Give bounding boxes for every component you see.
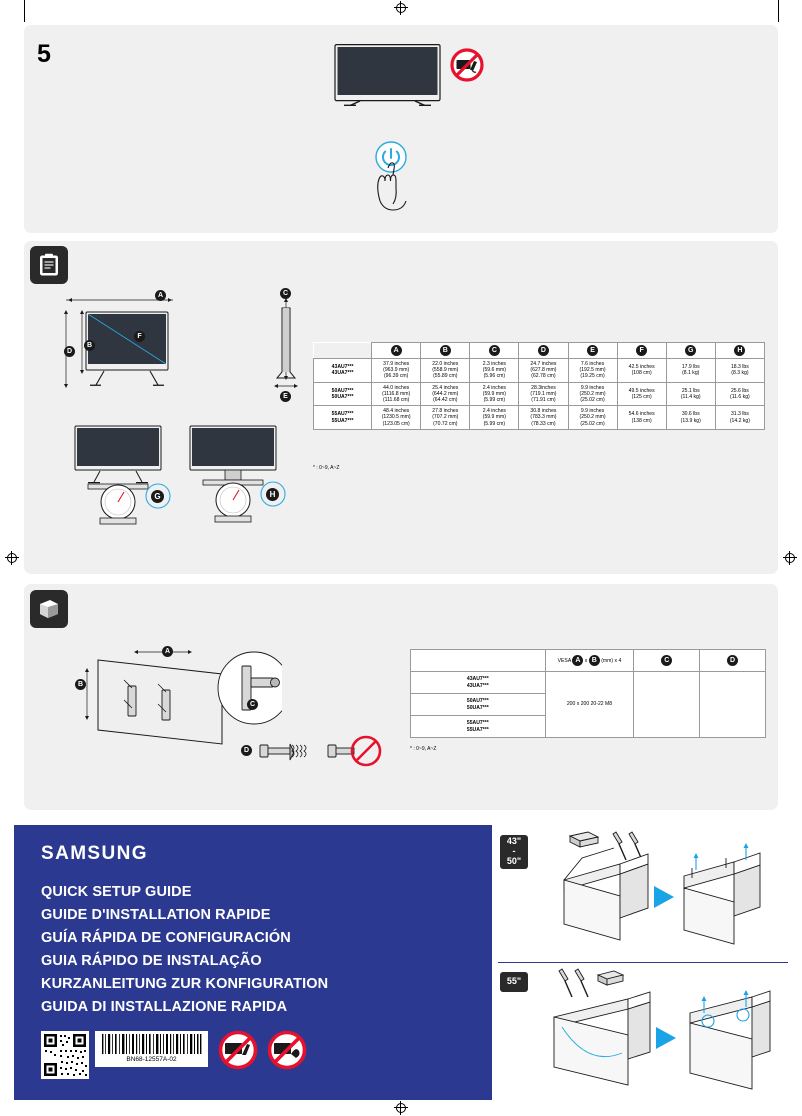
barcode-icon <box>99 1033 204 1055</box>
table-header-row <box>314 343 765 359</box>
cell-f: 54.6 inches (138 cm) <box>628 411 655 424</box>
model-name: 43AU7*** <box>466 676 489 683</box>
clipboard-badge <box>30 246 68 284</box>
spec-table-footnote: * : 0~9, A~Z <box>313 465 340 471</box>
qr-code-icon <box>41 1031 89 1079</box>
col-header-b: B <box>440 345 451 356</box>
cell-f: 49.5 inches (125 cm) <box>628 387 655 400</box>
col-header-a: A <box>391 345 402 356</box>
table-header-row <box>411 650 766 672</box>
model-name: 50UA7*** <box>331 393 354 400</box>
cell-a: 44.0 inches (1116.8 mm) (111.68 cm) <box>382 384 411 404</box>
table-row <box>411 672 766 694</box>
cell-c: 2.3 inches (59.6 mm) (5.96 cm) <box>482 361 506 380</box>
vesa-col-d: D <box>727 655 738 666</box>
weight-label-h: H <box>266 488 279 501</box>
wallmount-label-d: D <box>241 745 252 756</box>
cell-e: 9.9 inches (250.2 mm) (25.02 cm) <box>579 408 606 427</box>
samsung-logo: SAMSUNG <box>41 843 148 864</box>
table-row <box>314 359 765 383</box>
cell-b: 27.8 inches (707.2 mm) (70.72 cm) <box>432 408 459 427</box>
cell-g: 17.9 lbs (8.1 kg) <box>681 364 700 377</box>
vesa-header-unit: (mm) <box>601 657 614 664</box>
table-row <box>314 406 765 430</box>
registration-mark-right <box>783 551 797 565</box>
cell-d: 30.8 inches (783.3 mm) (78.33 cm) <box>530 408 557 427</box>
model-name: 43UA7*** <box>466 682 489 689</box>
dimension-label-e: E <box>280 391 291 402</box>
cover-divider <box>498 962 788 963</box>
weight-scale-diagram-h <box>185 424 305 534</box>
vesa-header-a: A <box>572 655 583 666</box>
cell-c: 2.4 inches (59.9 mm) (5.99 cm) <box>482 384 506 404</box>
dimension-label-d: D <box>64 346 75 357</box>
registration-mark-left <box>5 551 19 565</box>
model-name: 43AU7*** <box>331 364 354 371</box>
clipboard-icon <box>38 253 60 277</box>
cell-e: 9.9 inches (250.2 mm) (25.02 cm) <box>579 384 606 404</box>
model-name: 55UA7*** <box>466 726 489 733</box>
size-badge-line: 55" <box>506 976 522 987</box>
cover-title: GUIA RÁPIDO DE INSTALAÇÃO <box>41 952 262 969</box>
cell-e: 7.6 inches (192.5 mm) (19.25 cm) <box>579 361 606 380</box>
col-header-d: D <box>538 345 549 356</box>
cell-d: 28.3inches (719.1 mm) (71.91 cm) <box>530 384 557 404</box>
cell-c: 2.4 inches (59.9 mm) (5.99 cm) <box>482 408 506 427</box>
model-name: 55AU7*** <box>466 720 489 727</box>
barcode-block <box>95 1031 208 1067</box>
wall-mount-icon <box>38 598 60 620</box>
cell-b: 25.4 inches (644.2 mm) (64.42 cm) <box>432 384 459 404</box>
cell-h: 25.6 lbs (11.6 kg) <box>730 387 750 400</box>
registration-mark-bottom <box>394 1101 408 1115</box>
tv-front-illustration <box>330 44 446 106</box>
size-badge-line: 43" <box>506 836 522 847</box>
power-button-hand-illustration <box>355 138 425 216</box>
crop-line-top-right <box>778 0 779 22</box>
qr-code[interactable] <box>41 1031 89 1079</box>
dimension-label-c: C <box>280 288 291 299</box>
model-name: 55UA7*** <box>331 417 354 424</box>
cover-title: QUICK SETUP GUIDE <box>41 884 192 900</box>
col-header-c: C <box>489 345 500 356</box>
cell-h: 18.3 lbs (8.3 kg) <box>730 364 749 377</box>
wallmount-label-c: C <box>247 699 258 710</box>
cover-title: GUIDA DI INSTALLAZIONE RAPIDA <box>41 998 288 1015</box>
vesa-value: 200 x 200 20-22 M8 <box>566 701 613 708</box>
weight-scale-diagram-g <box>70 424 190 534</box>
cell-b: 22.0 inches (558.9 mm) (55.89 cm) <box>432 361 459 380</box>
step-number: 5 <box>37 40 51 68</box>
unboxing-illustration-43-50 <box>532 828 788 953</box>
model-name: 55AU7*** <box>331 411 354 418</box>
cell-a: 37.9 inches (963.9 mm) (96.39 cm) <box>383 361 410 380</box>
cell-f: 42.5 inches (108 cm) <box>628 364 655 377</box>
vesa-header-x: x <box>584 657 588 664</box>
vesa-header-prefix: VESA <box>557 657 571 664</box>
model-name: 50AU7*** <box>466 698 489 705</box>
col-header-g: G <box>685 345 696 356</box>
size-badge-43-50 <box>500 835 528 869</box>
no-press-screen-icon <box>267 1030 307 1070</box>
size-badge-line: - <box>512 846 516 857</box>
size-badge-line: 50" <box>506 855 522 866</box>
vesa-table-footnote: * : 0~9, A~Z <box>410 746 437 752</box>
cell-g: 25.1 lbs (11.4 kg) <box>680 387 701 400</box>
wallmount-label-a: A <box>162 646 173 657</box>
vesa-header-suffix: x 4 <box>614 657 622 664</box>
table-row <box>314 382 765 406</box>
model-name: 50AU7*** <box>331 387 354 394</box>
col-header-e: E <box>587 345 598 356</box>
cell-a: 48.4 inches (1230.5 mm) (123.05 cm) <box>381 408 411 427</box>
cell-h: 31.3 lbs (14.2 kg) <box>729 411 750 424</box>
col-header-f: F <box>636 345 647 356</box>
dimension-label-a: A <box>155 290 166 301</box>
registration-mark-top <box>394 1 408 15</box>
no-touch-screen-icon <box>450 48 484 82</box>
size-badge-55 <box>500 972 528 992</box>
screw-length-diagram <box>246 735 396 769</box>
unboxing-illustration-55 <box>532 965 788 1095</box>
vesa-col-c: C <box>661 655 672 666</box>
dimension-label-f: F <box>134 331 145 342</box>
vesa-header-b: B <box>589 655 600 666</box>
part-number: BN68-12557A-02 <box>126 1056 177 1063</box>
cover-title: GUIDE D'INSTALLATION RAPIDE <box>41 906 271 923</box>
cover-title-list <box>41 881 328 1018</box>
crop-line-top-left <box>24 0 25 22</box>
cell-g: 30.6 lbs (13.9 kg) <box>680 411 701 424</box>
cell-d: 24.7 inches (627.8 mm) (62.78 cm) <box>530 361 557 380</box>
tv-side-stand-diagram <box>266 286 306 396</box>
dimension-label-b: B <box>84 340 95 351</box>
cover-title: GUÍA RÁPIDA DE CONFIGURACIÓN <box>41 929 291 946</box>
model-name: 43UA7*** <box>331 370 354 377</box>
weight-label-g: G <box>151 490 164 503</box>
dimensions-spec-table <box>313 342 765 430</box>
model-name: 50UA7*** <box>466 704 489 711</box>
wall-mount-badge <box>30 590 68 628</box>
col-header-h: H <box>734 345 745 356</box>
wallmount-label-b: B <box>75 679 86 690</box>
cover-title: KURZANLEITUNG ZUR KONFIGURATION <box>41 975 329 992</box>
no-lift-screen-icon <box>218 1030 258 1070</box>
vesa-spec-table <box>410 649 766 738</box>
